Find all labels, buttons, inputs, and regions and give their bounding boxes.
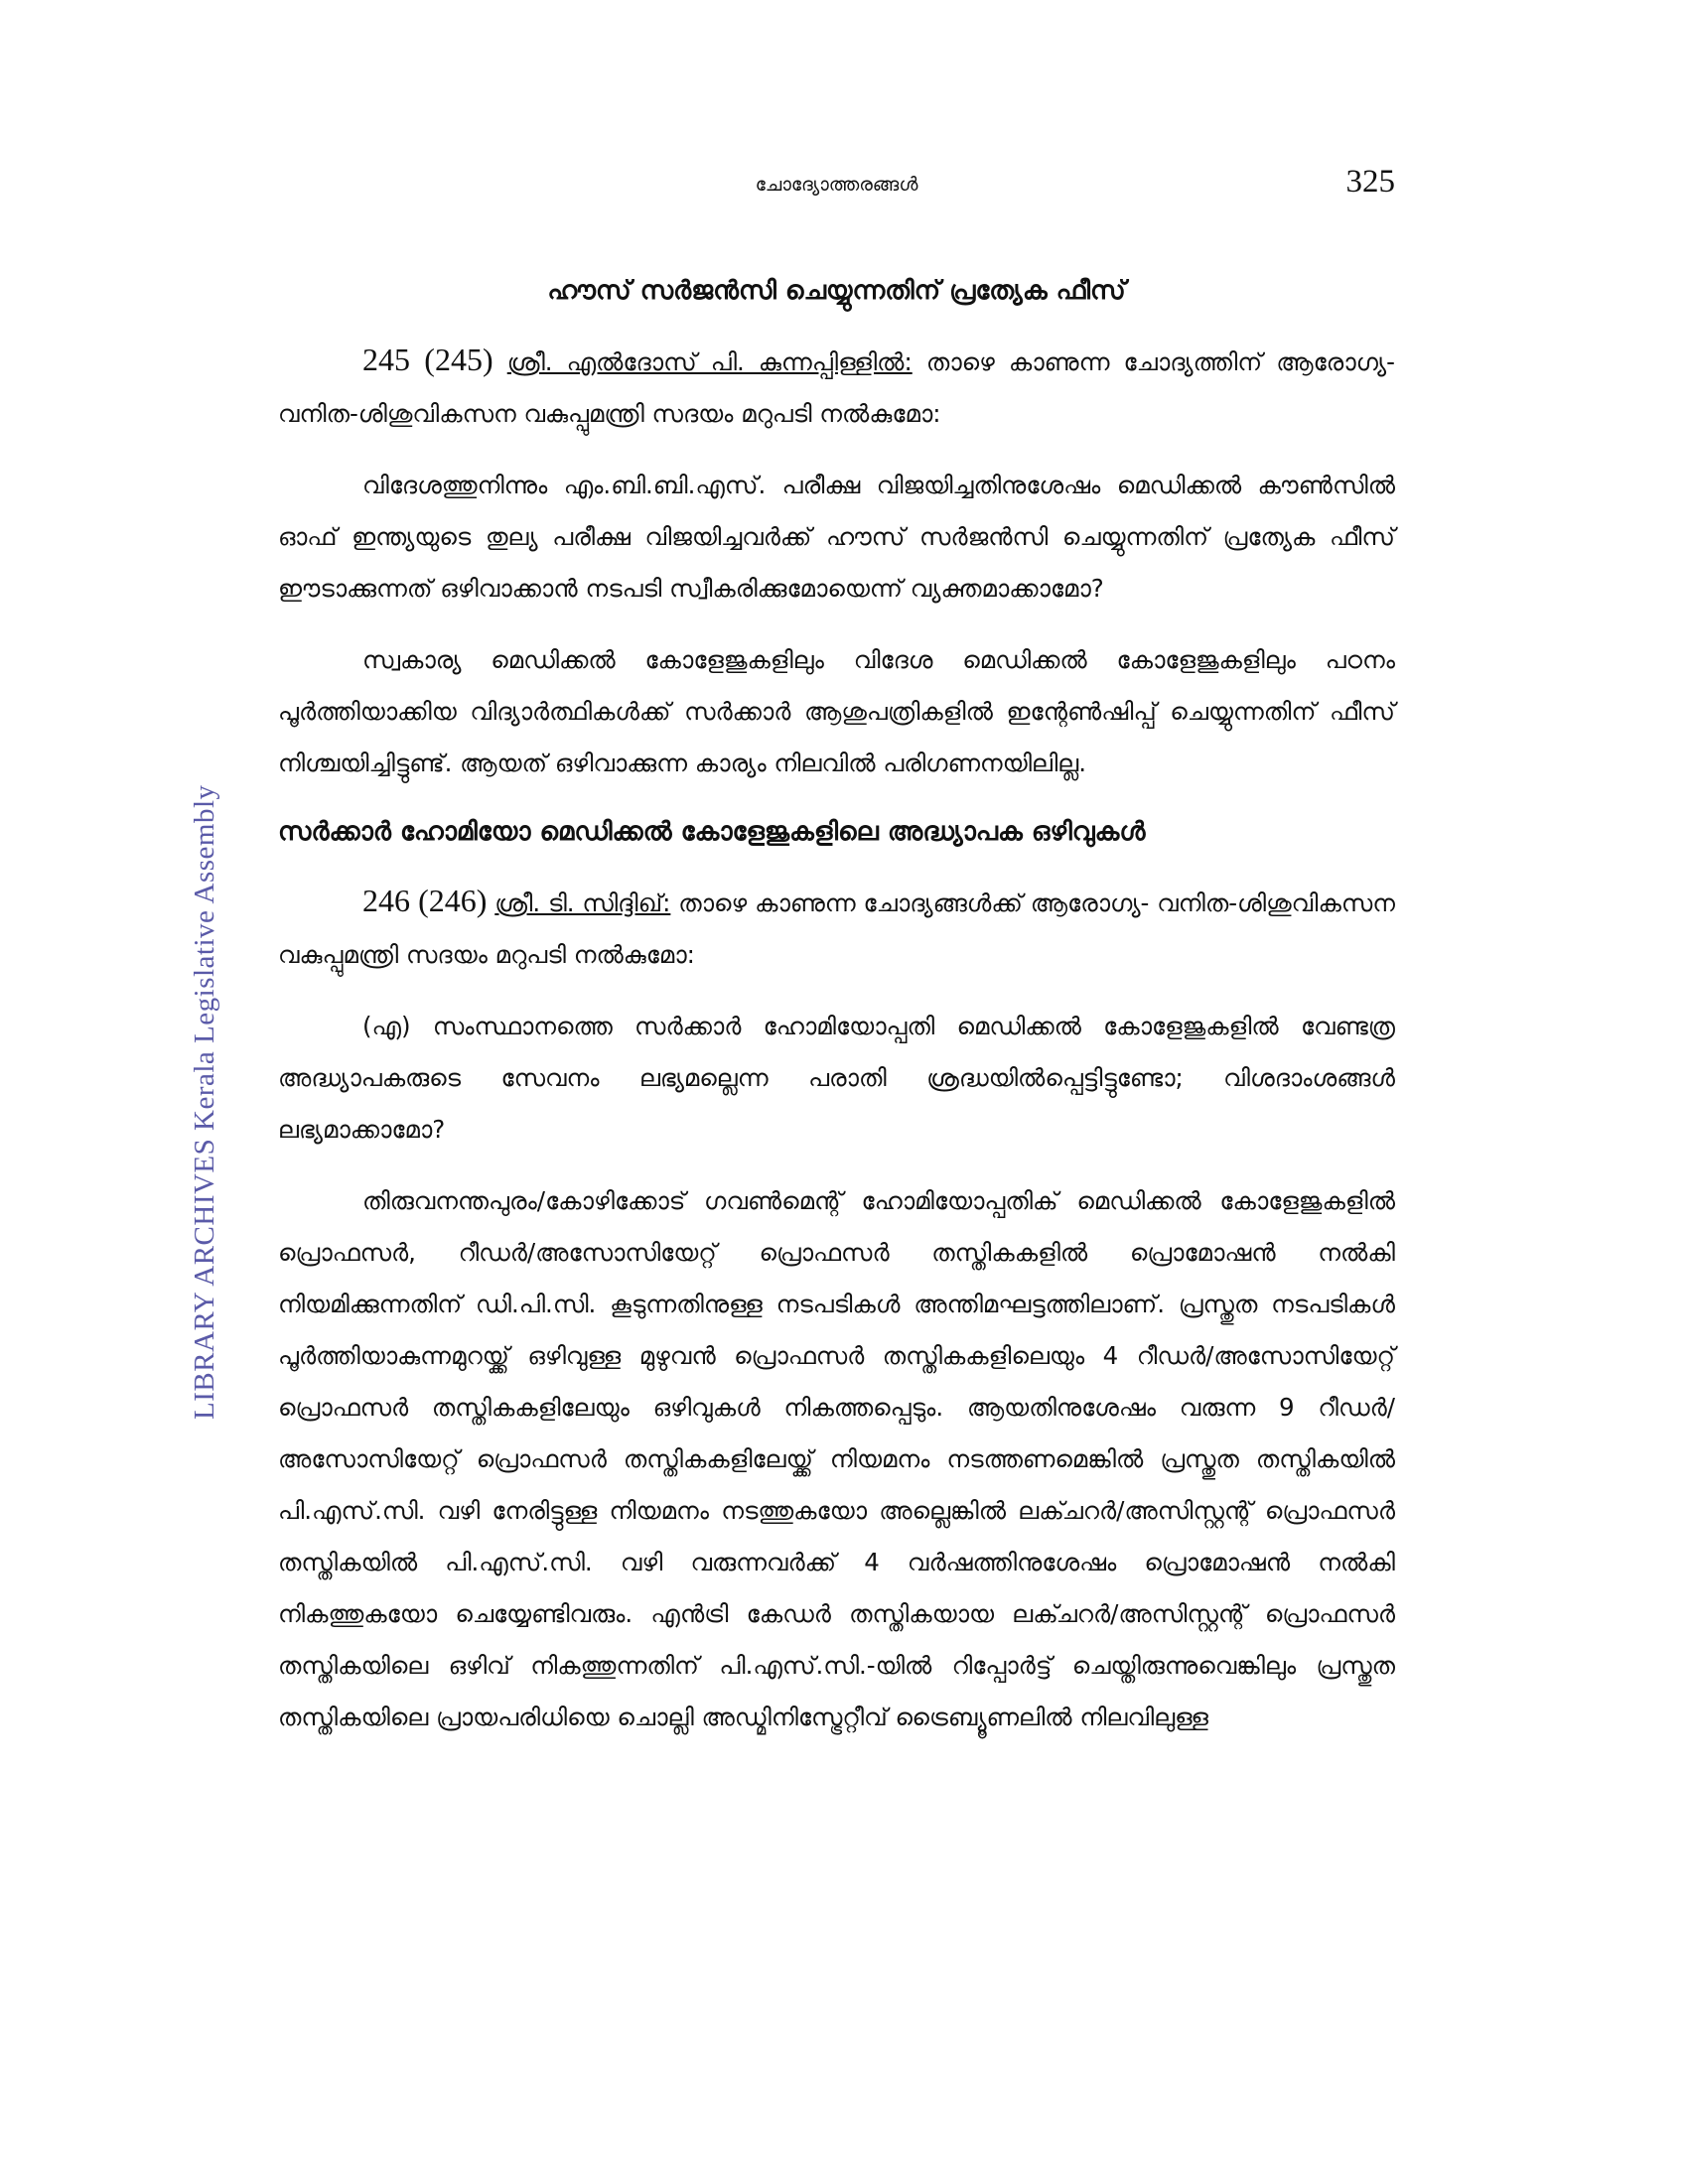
page-content xyxy=(278,268,1395,1763)
page-number: 325 xyxy=(1345,164,1395,200)
answer-245-text: സ്വകാര്യ മെഡിക്കൽ കോളേജുകളിലും വിദേശ മെഡിക്കൽ കോളേജുകളിലും പഠനം പൂർത്തിയാക്കിയ വിദ്യാർത്ഥികൾക്ക് സർക്കാർ ആശുപത്രികളിൽ ഇന്റേൺഷിപ്പ് ചെയ്യുന്നതിന് ഫീസ് നിശ്ചയിച്ചിട്ടുണ്ട്. ആയത് ഒഴിവാക്കുന്ന കാര്യം നിലവിൽ പരിഗണനയിലില്ല. xyxy=(278,645,1395,777)
answer-246-text: തിരുവനന്തപുരം/കോഴിക്കോട് ഗവൺമെന്റ് ഹോമിയോപ്പതിക് മെഡിക്കൽ കോളേജുകളിൽ പ്രൊഫസർ, റീഡർ/അസോസിയേറ്റ് പ്രൊഫസർ തസ്തികകളിൽ പ്രൊമോഷൻ നൽകി നിയമിക്കുന്നതിന് ഡി.പി.സി. കൂടുന്നതിനുള്ള നടപടികൾ അന്തിമഘട്ടത്തിലാണ്. പ്രസ്തുത നടപടികൾ പൂർത്തിയാകുന്നമുറയ്ക്ക് ഒഴിവുള്ള മുഴുവൻ പ്രൊഫസർ തസ്തികകളിലെയും 4 റീഡർ/അസോസിയേറ്റ് പ്രൊഫസർ തസ്തികകളിലേയും ഒഴിവുകൾ നികത്തപ്പെടും. ആയതിനുശേഷം വരുന്ന 9 റീഡർ/അസോസിയേറ്റ് പ്രൊഫസർ തസ്തികകളിലേയ്ക്ക് നിയമനം നടത്തണമെങ്കിൽ പ്രസ്തുത തസ്തികയിൽ പി.എസ്.സി. വഴി നേരിട്ടുള്ള നിയമനം നടത്തുകയോ അല്ലെങ്കിൽ ലക്ചറർ/അസിസ്റ്റന്റ് പ്രൊഫസർ തസ്തികയിൽ പി.എസ്.സി. വഴി വരുന്നവർക്ക് 4 വർഷത്തിനുശേഷം പ്രൊമോഷൻ നൽകി നികത്തുകയോ ചെയ്യേണ്ടിവരും. എൻട്രി കേഡർ തസ്തികയായ ലക്ചറർ/അസിസ്റ്റന്റ് പ്രൊഫസർ തസ്തികയിലെ ഒഴിവ് നികത്തുന്നതിന് പി.എസ്.സി.-യിൽ റിപ്പോർട്ട് ചെയ്തിരുന്നുവെങ്കിലും പ്രസ്തുത തസ്തികയിലെ പ്രായപരിധിയെ ചൊല്ലി അഡ്മിനിസ്ട്രേറ്റീവ് ട്രൈബ്യൂണലിൽ നിലവിലുള്ള xyxy=(278,1186,1395,1731)
question-245-number: 245 (245) xyxy=(362,341,493,377)
question-246-intro-text: താഴെ കാണുന്ന ചോദ്യങ്ങൾക്ക് ആരോഗ്യ- വനിത-ശിശുവികസന വകുപ്പുമന്ത്രി സദയം മറുപടി നൽകുമോ: xyxy=(278,888,1396,969)
running-title: ചോദ്യോത്തരങ്ങൾ xyxy=(755,174,918,196)
question-245-heading: ഹൗസ് സർജൻസി ചെയ്യുന്നതിന് പ്രത്യേക ഫീസ് xyxy=(547,276,1126,306)
question-246-number: 246 (246) xyxy=(362,883,488,918)
question-245-member: ശ്രീ. എൽദോസ് പി. കുന്നപ്പിള്ളിൽ: xyxy=(506,347,913,376)
question-246-heading: സർക്കാർ ഹോമിയോ മെഡിക്കൽ കോളേജുകളിലെ അദ്ധ്യാപക ഒഴിവുകൾ xyxy=(278,817,1146,847)
question-245-text: വിദേശത്തുനിന്നും എം.ബി.ബി.എസ്. പരീക്ഷ വിജയിച്ചതിനുശേഷം മെഡിക്കൽ കൗൺസിൽ ഓഫ് ഇന്ത്യയുടെ തുല്യ പരീക്ഷ വിജയിച്ചവർക്ക് ഹൗസ് സർജൻസി ചെയ്യുന്നതിന് പ്രത്യേക ഫീസ് ഈടാക്കുന്നത് ഒഴിവാക്കാൻ നടപടി സ്വീകരിക്കുമോയെന്ന് വ്യക്തമാക്കാമോ? xyxy=(278,471,1395,603)
question-246-part-a: (എ) സംസ്ഥാനത്തെ സർക്കാർ ഹോമിയോപ്പതി മെഡിക്കൽ കോളേജുകളിൽ വേണ്ടത്ര അദ്ധ്യാപകരുടെ സേവനം ലഭ്യമല്ലെന്ന പരാതി ശ്രദ്ധയിൽപ്പെട്ടിട്ടുണ്ടോ; വിശദാംശങ്ങൾ ലഭ്യമാക്കാമോ? xyxy=(278,1012,1395,1144)
page-header xyxy=(278,164,1395,213)
library-archives-watermark: LIBRARY ARCHIVES Kerala Legislative Assembly xyxy=(189,784,220,1420)
question-245-intro xyxy=(278,334,1395,440)
question-245-intro-text: താഴെ കാണുന്ന ചോദ്യത്തിന് ആരോഗ്യ- വനിത-ശിശുവികസന വകുപ്പുമന്ത്രി സദയം മറുപടി നൽകുമോ: xyxy=(278,347,1395,428)
question-246-member: ശ്രീ. ടി. സിദ്ദിഖ്: xyxy=(494,888,671,917)
question-246-intro xyxy=(278,875,1395,981)
